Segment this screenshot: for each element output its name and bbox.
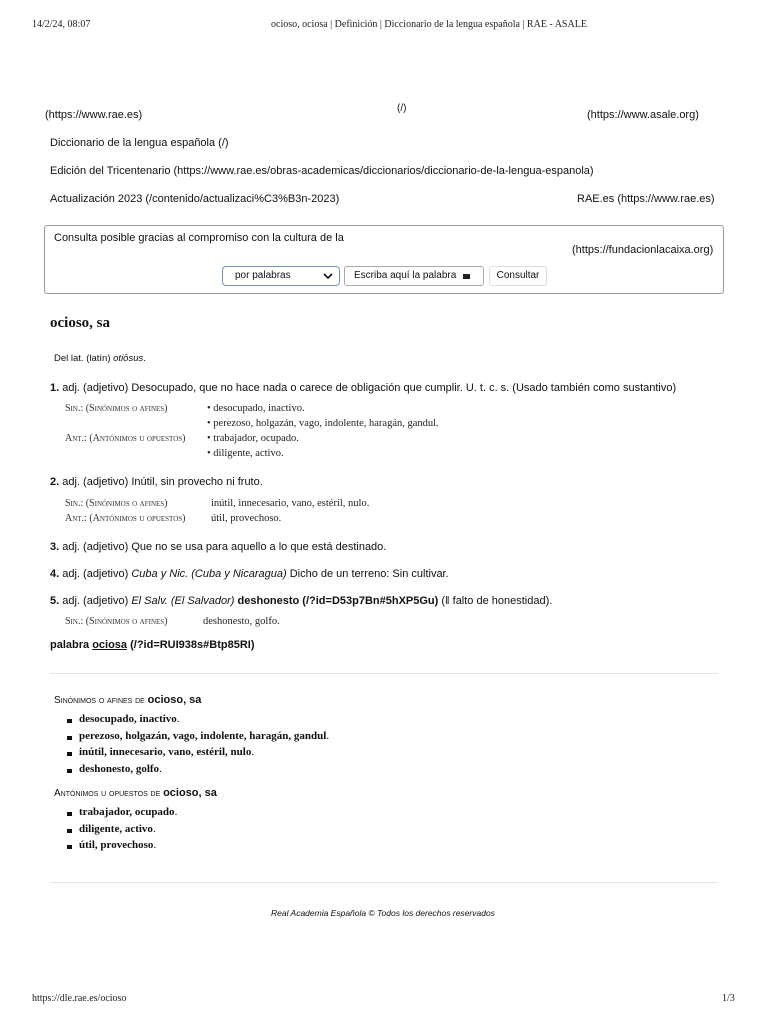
sponsor-link[interactable]: (https://fundacionlacaixa.org) (572, 244, 714, 256)
list-item-term[interactable]: deshonesto, golfo (79, 762, 160, 775)
synonyms-list (63, 713, 329, 779)
region-marker: Cuba y Nic. (Cuba y Nicaragua) (131, 568, 287, 580)
sense-text: (‖ falto de honestidad). (438, 595, 553, 607)
sense-4 (50, 568, 449, 580)
list-item-term[interactable]: perezoso, holgazán, vago, indolente, haragán, gandul (79, 729, 327, 742)
sense-text: adj. (adjetivo) (59, 595, 132, 607)
list-item: deshonesto, golfo. (63, 763, 329, 780)
search-button[interactable]: Consultar (489, 266, 547, 286)
antonyms-heading-label: Antónimos u opuestos de (54, 788, 164, 799)
list-item: inútil, innecesario, vano, estéril, nulo. (63, 746, 329, 763)
list-item: diligente, activo. (63, 823, 177, 840)
sense-1 (50, 382, 676, 394)
divider (50, 673, 718, 674)
list-item-term[interactable]: trabajador, ocupado (79, 806, 175, 818)
nav-edition-link[interactable]: Edición del Tricentenario (https://www.rae.es/obras-academicas/diccionarios/diccionario-de-la-lengua-espanola) (50, 165, 594, 177)
list-item: trabajador, ocupado. (63, 806, 177, 823)
search-mode-value: por palabras (235, 270, 291, 281)
synonyms-label: Sin.: (Sinónimos o afines) (65, 498, 168, 509)
related-prefix: palabra (50, 639, 93, 651)
sense-5 (50, 595, 552, 607)
synonyms-heading-word: ocioso, sa (147, 694, 202, 706)
sense-text: adj. (adjetivo) Que no se usa para aquello a lo que está destinado. (59, 541, 387, 553)
list-item-term[interactable]: diligente, activo (79, 822, 153, 835)
entry-title: ocioso, sa (50, 315, 110, 331)
list-item: útil, provechoso. (63, 839, 177, 856)
list-item: desocupado, inactivo. (63, 713, 329, 730)
sense-text: adj. (adjetivo) (59, 568, 132, 580)
etymology (54, 353, 146, 364)
asale-logo-link[interactable]: (https://www.asale.org) (587, 109, 699, 121)
copyright: Real Academia Española © Todos los derechos reservados (271, 908, 495, 918)
deshonesto-link[interactable]: deshonesto (/?id=D53p7Bn#5hXP5Gu) (237, 595, 439, 607)
etymology-word: otiōsus (113, 353, 144, 364)
sense-number: 2. (50, 476, 60, 488)
list-item: perezoso, holgazán, vago, indolente, haragán, gandul. (63, 730, 329, 747)
synonyms-panel-heading (54, 694, 201, 706)
etymology-prefix: Del lat. (latín) (54, 353, 114, 364)
sense-number: 4. (50, 568, 60, 580)
print-datetime: 14/2/24, 08:07 (32, 19, 91, 30)
synonym-line: deshonesto, golfo. (203, 616, 280, 627)
keyboard-icon[interactable] (463, 274, 470, 279)
print-url: https://dle.rae.es/ocioso (32, 993, 127, 1004)
nav-dle-link[interactable]: Diccionario de la lengua española (/) (50, 137, 229, 149)
synonym-line: inútil, innecesario, vano, estéril, nulo. (211, 498, 370, 509)
search-mode-select[interactable] (222, 266, 340, 286)
print-page-number: 1/3 (722, 993, 735, 1004)
nav-update-link[interactable]: Actualización 2023 (/contenido/actualizaci%C3%B3n-2023) (50, 193, 340, 205)
related-word (50, 639, 255, 651)
antonyms-heading-word: ocioso, sa (163, 787, 217, 799)
etymology-suffix: . (143, 353, 146, 364)
list-item-term[interactable]: útil, provechoso (79, 839, 154, 851)
synonyms-label: Sin.: (Sinónimos o afines) (65, 403, 168, 414)
sense-text: Dicho de un terreno: Sin cultivar. (286, 568, 449, 580)
divider (50, 882, 718, 883)
sense-3 (50, 541, 386, 553)
home-link[interactable]: (/) (397, 103, 407, 114)
sense-text: adj. (adjetivo) Inútil, sin provecho ni fruto. (59, 476, 263, 488)
chevron-down-icon (323, 271, 333, 281)
antonym-line: • trabajador, ocupado. (207, 433, 299, 444)
related-word-link[interactable]: ociosa (92, 639, 128, 651)
antonyms-label: Ant.: (Antónimos u opuestos) (65, 513, 186, 524)
sponsor-text: Consulta posible gracias al compromiso con la cultura de la (54, 232, 344, 244)
rae-logo-link[interactable]: (https://www.rae.es) (45, 109, 143, 121)
list-item-term[interactable]: desocupado, inactivo (79, 713, 177, 725)
list-item-term[interactable]: inútil, innecesario, vano, estéril, nulo (79, 746, 252, 758)
sense-number: 5. (50, 595, 60, 607)
related-link-url[interactable]: (/?id=RUI938s#Btp85RI) (127, 639, 255, 651)
antonyms-panel-heading (54, 787, 217, 799)
synonyms-label: Sin.: (Sinónimos o afines) (65, 616, 168, 627)
synonym-line: • desocupado, inactivo. (207, 403, 305, 414)
antonyms-list (63, 806, 177, 856)
antonyms-label: Ant.: (Antónimos u opuestos) (65, 433, 186, 444)
sense-2 (50, 476, 263, 488)
synonyms-heading-label: Sinónimos o afines de (54, 695, 148, 706)
search-input-placeholder: Escriba aquí la palabra (354, 270, 457, 281)
region-marker: El Salv. (El Salvador) (131, 595, 235, 607)
nav-rae-link[interactable]: RAE.es (https://www.rae.es) (577, 193, 715, 205)
synonym-line: • perezoso, holgazán, vago, indolente, haragán, gandul. (207, 418, 439, 429)
print-page-title: ocioso, ociosa | Definición | Diccionario de la lengua española | RAE - ASALE (271, 19, 587, 30)
antonym-line: útil, provechoso. (211, 513, 282, 524)
sense-number: 1. (50, 382, 60, 394)
search-input[interactable] (344, 266, 484, 286)
sense-text: adj. (adjetivo) Desocupado, que no hace nada o carece de obligación que cumplir. U. t. c. s. (Usado también como sustantivo) (59, 382, 677, 394)
antonym-line: • diligente, activo. (207, 448, 284, 459)
sense-number: 3. (50, 541, 60, 553)
